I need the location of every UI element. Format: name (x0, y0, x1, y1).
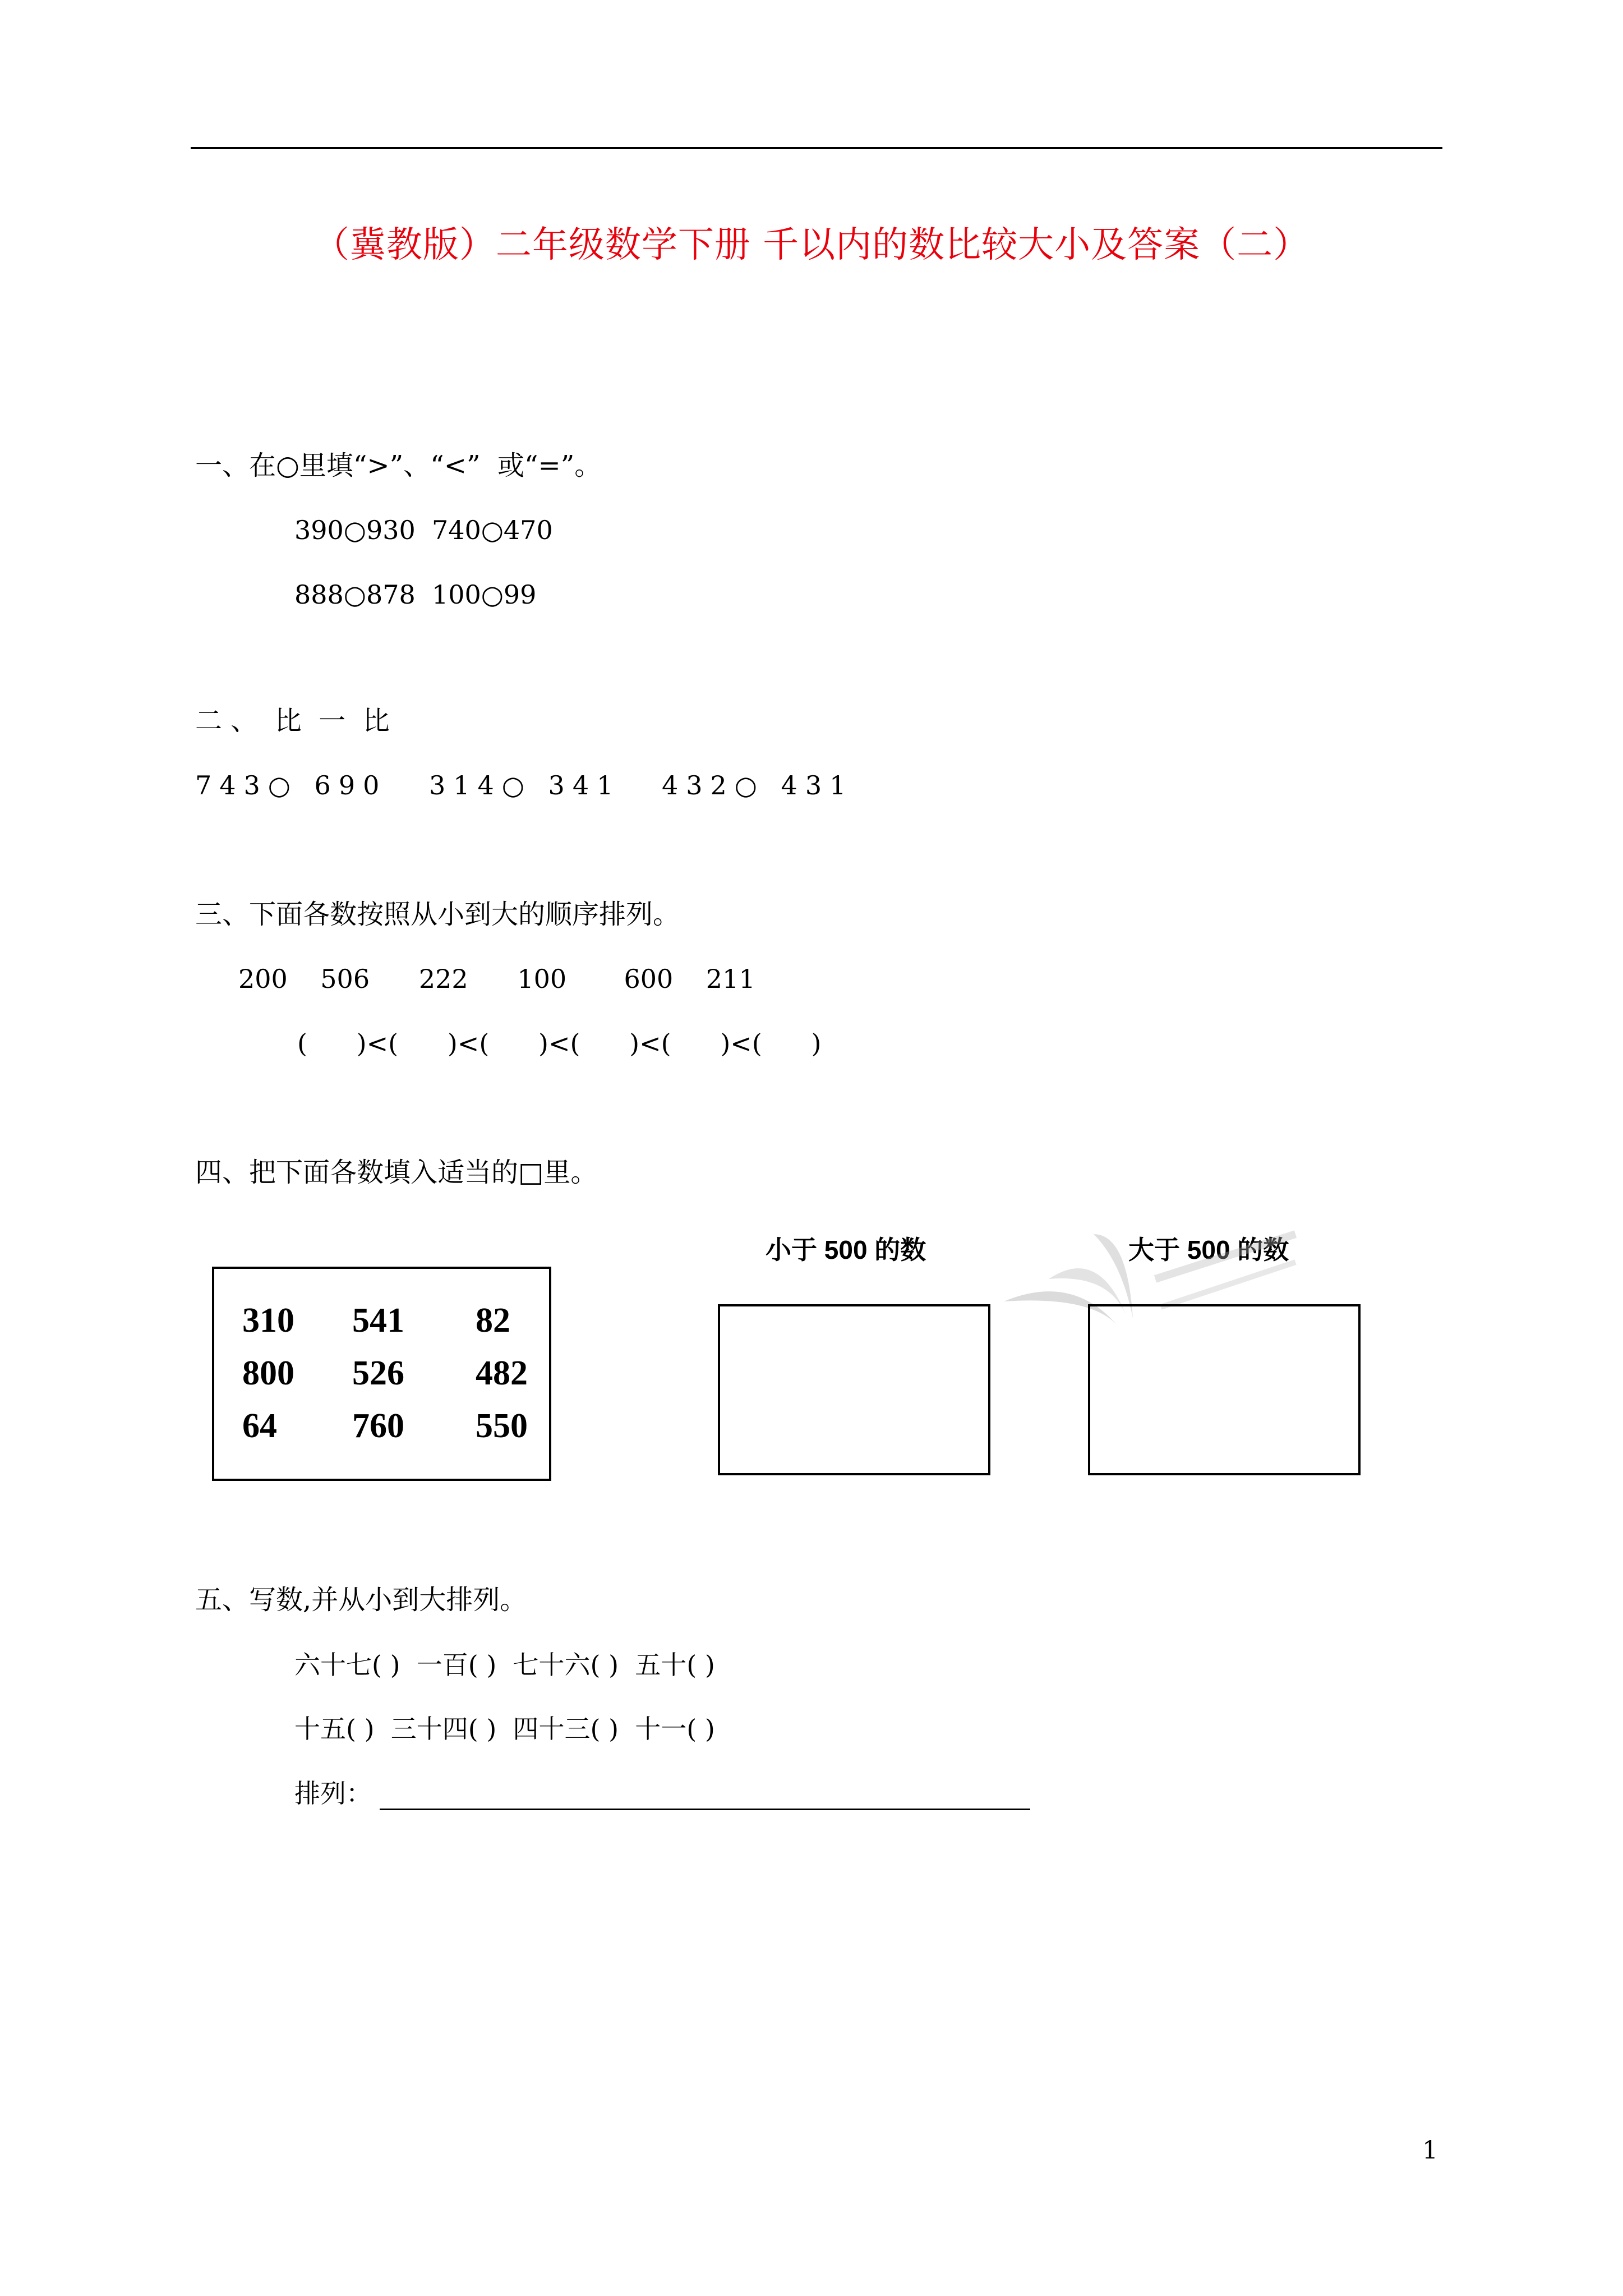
q1-line-1: 390○930 740○470 (294, 515, 553, 545)
number-cell: 800 (242, 1354, 294, 1392)
number-cell: 482 (476, 1354, 528, 1392)
q5-arrange-label: 排列： (294, 1778, 372, 1809)
number-cell: 82 (476, 1301, 510, 1340)
q2-item-2: 314○ 341 (429, 770, 621, 800)
number-grid (242, 1300, 560, 1446)
less-than-500-label: 小于 500 的数 (766, 1235, 926, 1264)
q3-heading: 三、下面各数按照从小到大的顺序排列。 (195, 899, 680, 930)
q5-line-1: 六十七( ) 一百( ) 七十六( ) 五十( ) (294, 1650, 715, 1680)
number-cell: 310 (242, 1301, 294, 1340)
q1-heading: 一、在○里填“>”、“<” 或“=”。 (195, 450, 602, 481)
arrange-answer-line[interactable] (380, 1780, 1030, 1810)
number-cell: 64 (242, 1407, 277, 1445)
less-than-500-box[interactable] (718, 1304, 990, 1475)
q2-item-1: 743○ 690 (195, 770, 388, 800)
page-title: （冀教版）二年级数学下册 千以内的数比较大小及答案（二） (313, 224, 1310, 266)
number-cell: 526 (352, 1354, 404, 1392)
q5-line-2: 十五( ) 三十四( ) 四十三( ) 十一( ) (294, 1714, 715, 1744)
number-cell: 550 (476, 1407, 528, 1445)
greater-than-500-box[interactable] (1088, 1304, 1361, 1475)
page-number: 1 (1422, 2136, 1438, 2165)
q2-item-3: 432○ 431 (662, 770, 854, 800)
q4-heading: 四、把下面各数填入适当的□里。 (195, 1157, 598, 1188)
number-cell: 541 (352, 1301, 404, 1340)
header-rule (191, 147, 1442, 149)
greater-than-500-label: 大于 500 的数 (1128, 1235, 1289, 1264)
q5-arrange-row (294, 1777, 1030, 1810)
q3-numbers: 200 506 222 100 600 211 (238, 964, 755, 994)
q2-heading: 二 、 比 一 比 (195, 705, 390, 737)
q1-line-2: 888○878 100○99 (294, 579, 537, 610)
q3-blanks: ( )<( )<( )<( )<( )<( ) (297, 1028, 822, 1059)
number-cell: 760 (352, 1407, 404, 1445)
q5-heading: 五、写数,并从小到大排列。 (195, 1584, 527, 1616)
